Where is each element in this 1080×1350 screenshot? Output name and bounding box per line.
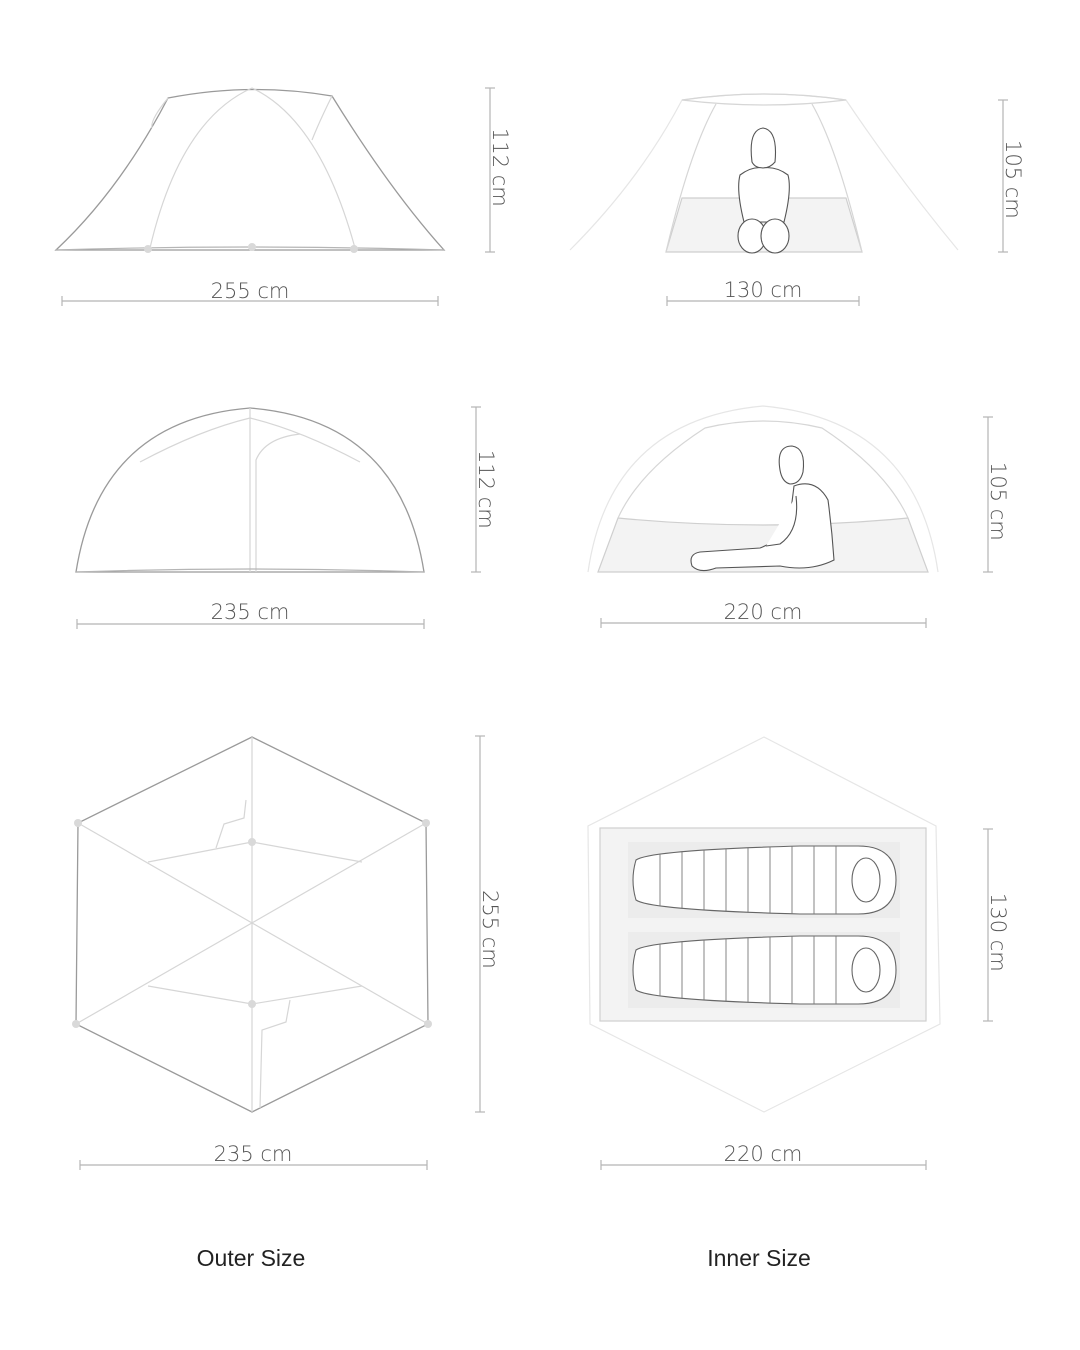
inner-end-view: [588, 406, 1010, 628]
outer-end-view: [76, 407, 498, 629]
outer-side-view: [56, 88, 512, 306]
inner-top-view: [588, 737, 1010, 1170]
sleeping-bag-icon: [633, 846, 896, 914]
outer-top-width-label: 235 cm: [213, 1142, 293, 1166]
outer-size-caption: Outer Size: [196, 1245, 306, 1271]
person-seated-front-icon: [738, 128, 789, 253]
outer-side-height-label: 112 cm: [488, 128, 512, 207]
inner-side-view: [570, 94, 1025, 306]
inner-top-width-label: 220 cm: [723, 1142, 803, 1166]
inner-side-width-label: 130 cm: [723, 278, 803, 302]
sleeping-bag-icon: [633, 936, 896, 1004]
outer-top-height-label: 255 cm: [478, 890, 502, 969]
inner-size-caption: Inner Size: [707, 1245, 811, 1271]
inner-top-height-label: 130 cm: [986, 893, 1010, 972]
inner-side-height-label: 105 cm: [1001, 140, 1025, 219]
inner-end-height-label: 105 cm: [986, 462, 1010, 541]
outer-end-height-label: 112 cm: [474, 450, 498, 529]
outer-top-view: [72, 736, 502, 1170]
outer-side-width-label: 255 cm: [210, 279, 290, 303]
inner-end-width-label: 220 cm: [723, 600, 803, 624]
person-seated-side-icon: [691, 446, 834, 571]
outer-end-width-label: 235 cm: [210, 600, 290, 624]
